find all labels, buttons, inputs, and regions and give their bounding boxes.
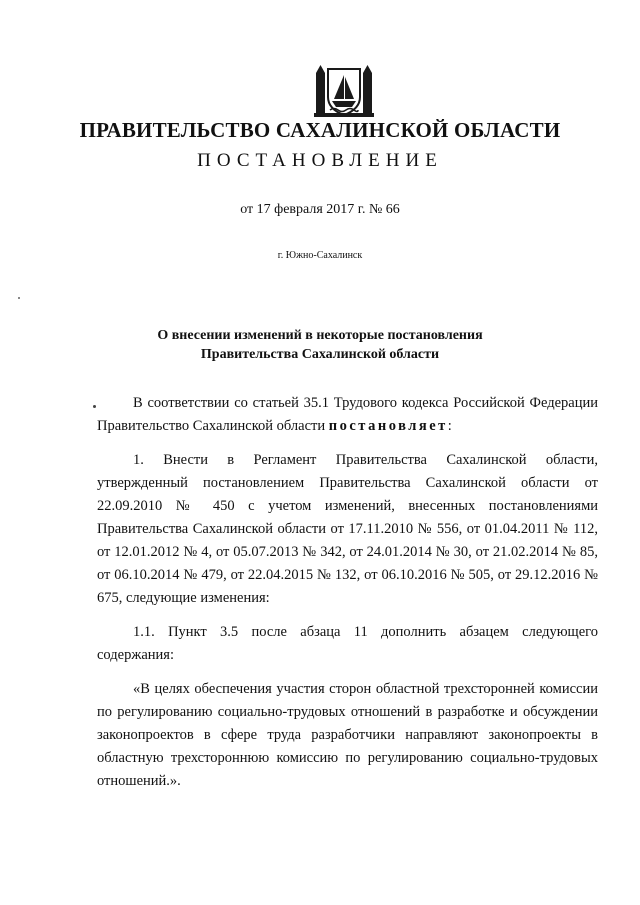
scan-speck [18,297,20,299]
paragraph-preamble [97,392,598,438]
document-body [97,392,598,804]
paragraph-quote: «В целях обеспечения участия сторон областной трехсторонней комиссии по регулированию социально-трудовых отношений в разработке и обсуждении законопроектов в сфере труда разработчики направляют законопроекты в областную трехстороннюю комиссию по регулированию социально-трудовых отношений.». [97,681,598,789]
heading-line-1: О внесении изменений в некоторые постановления [157,328,483,343]
decree-title: ПОСТАНОВЛЕНИЕ [197,150,443,171]
paragraph-item-1: 1. Внести в Регламент Правительства Сахалинской области, утвержденный постановлением Правительства Сахалинской области от 22.09.2010 № 450 с учетом изменений, внесенных постановлениями Правительства Сахалинской области от 17.11.2010 № 556, от 01.04.2011 № 112, от 12.01.2012 № 4, от 05.07.2013 № 342, от 24.01.2014 № 30, от 21.02.2014 № 85, от 06.10.2014 № 479, от 22.04.2015 № 132, от 06.10.2016 № 505, от 29.12.2016 № 675, следующие изменения: [97,452,598,606]
preamble-end: : [447,418,452,434]
decree-city: г. Южно-Сахалинск [277,250,363,261]
paragraph-item-1-1: 1.1. Пункт 3.5 после абзаца 11 дополнить абзацем следующего содержания: [97,624,598,663]
preamble-text: В соответствии со статьей 35.1 Трудового кодекса Российской Федерации Правительство Сахалинской области [97,395,598,434]
government-title: ПРАВИТЕЛЬСТВО САХАЛИНСКОЙ ОБЛАСТИ [79,118,561,142]
decree-date: от 17 февраля 2017 г. № 66 [240,202,400,217]
preamble-emphasis: постановляет [328,418,448,434]
heading-line-2: Правительства Сахалинской области [200,347,440,362]
sakhalin-coat-of-arms-icon [314,63,374,119]
document-heading [0,326,640,364]
scan-dot [93,405,96,408]
